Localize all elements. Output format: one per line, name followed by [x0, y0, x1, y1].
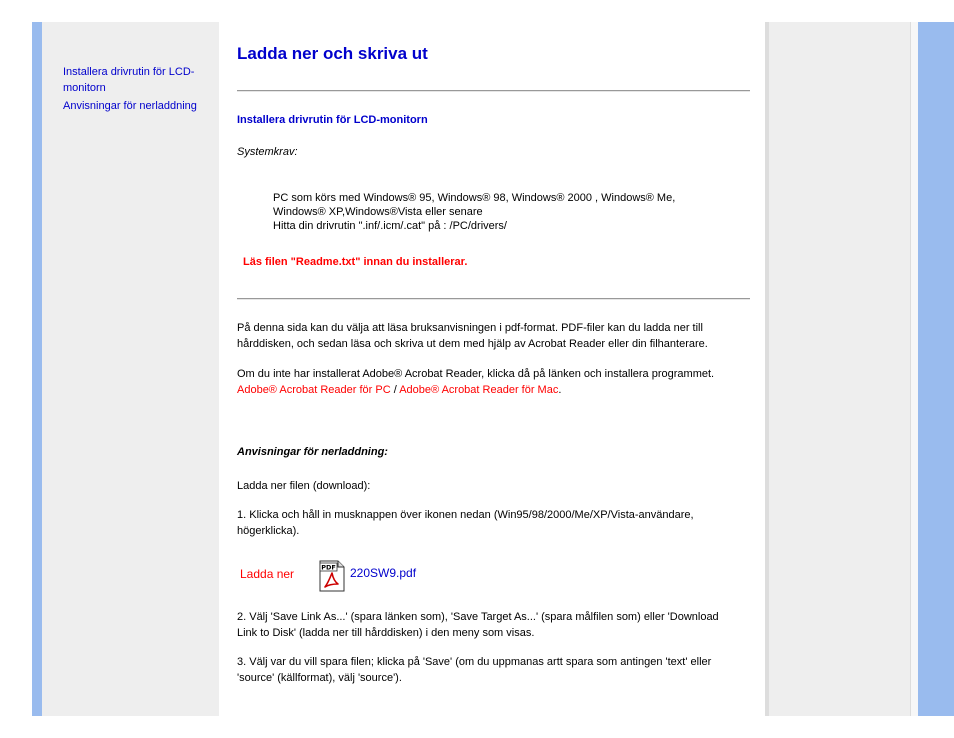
divider — [237, 90, 750, 92]
sidebar-item-download-instructions[interactable]: Anvisningar för nerladdning — [63, 100, 197, 112]
requirements-line: PC som körs med Windows® 95, Windows® 98, Windows® 2000 , Windows® Me, — [273, 192, 676, 204]
step-line: 'source' (källformat), välj 'source'). — [237, 672, 402, 684]
left-blue-border — [32, 22, 42, 716]
intro-line: På denna sida kan du välja att läsa bruksanvisningen i pdf-format. PDF-filer kan du ladda ner till — [237, 322, 703, 334]
requirements-line: Windows® XP,Windows®Vista eller senare — [273, 206, 483, 218]
period: . — [558, 384, 562, 396]
step-line: 2. Välj 'Save Link As...' (spara länken som), 'Save Target As...' (spara målfilen som) eller 'Download — [237, 611, 719, 623]
adobe-reader-mac-link[interactable]: Adobe® Acrobat Reader för Mac — [399, 384, 559, 396]
page-title: Ladda ner och skriva ut — [237, 44, 428, 63]
pdf-icon-label: PDF — [321, 563, 336, 572]
section-heading-install-driver: Installera drivrutin för LCD-monitorn — [237, 114, 428, 126]
download-instructions-heading: Anvisningar för nerladdning: — [237, 446, 388, 458]
right-panel — [769, 22, 910, 716]
download-step-intro: Ladda ner filen (download): — [237, 480, 371, 492]
readme-warning: Läs filen "Readme.txt" innan du installerar. — [243, 256, 468, 268]
intro-text — [237, 320, 752, 352]
download-label: Ladda ner — [240, 567, 295, 581]
divider — [237, 298, 750, 300]
download-step-3 — [237, 654, 752, 686]
step-line: högerklicka). — [237, 525, 300, 537]
download-step-2 — [237, 609, 752, 641]
sidebar-item-install-driver[interactable]: Installera drivrutin för LCD-monitorn — [63, 66, 195, 94]
link-separator: / — [390, 384, 400, 396]
pdf-download-link[interactable]: 220SW9.pdf — [350, 566, 417, 580]
intro-line: hårddisken, och sedan läsa och skriva ut dem med hjälp av Acrobat Reader eller din filhanterare. — [237, 338, 708, 350]
right-blue-border — [918, 22, 954, 716]
system-requirements-label: Systemkrav: — [237, 146, 298, 158]
step-line: 3. Välj var du vill spara filen; klicka på 'Save' (om du uppmanas artt spara som antingen 'text' eller — [237, 656, 712, 668]
adobe-text — [237, 366, 752, 398]
sidebar — [42, 22, 219, 716]
adobe-reader-pc-link[interactable]: Adobe® Acrobat Reader för PC — [237, 384, 391, 396]
step-line: 1. Klicka och håll in musknappen över ikonen nedan (Win95/98/2000/Me/XP/Vista-användare, — [237, 509, 694, 521]
pdf-file-icon[interactable] — [319, 560, 345, 592]
step-line: Link to Disk' (ladda ner till hårddisken) i den meny som visas. — [237, 627, 535, 639]
driver-location-text: Hitta din drivrutin ".inf/.icm/.cat" på : /PC/drivers/ — [273, 220, 507, 232]
download-step-1 — [237, 507, 752, 539]
adobe-instruction: Om du inte har installerat Adobe® Acrobat Reader, klicka då på länken och installera programmet. — [237, 368, 715, 380]
